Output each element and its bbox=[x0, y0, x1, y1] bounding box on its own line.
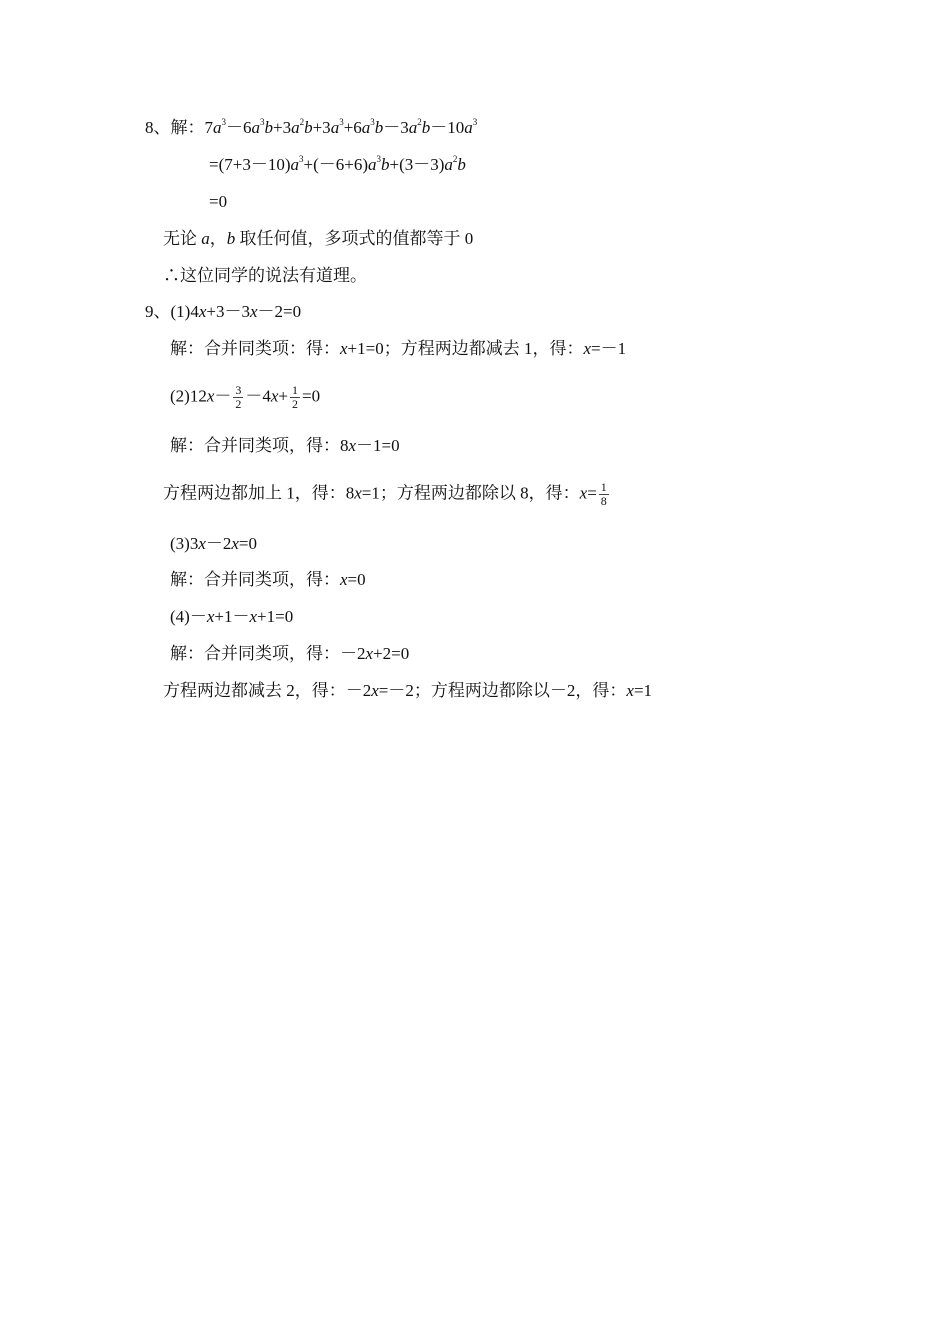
fraction-one-eighth: $\frac{1}{8}$ bbox=[600, 480, 607, 508]
problem-9-a2: 解：合并同类项，得：8x－1=0 bbox=[170, 436, 400, 455]
problem-8-line-2: $=(7+3-10)a^3+(-6+6)a^3b+(3-3)a^2b$ bbox=[209, 154, 466, 174]
problem-8-line-1: 8、解：$7a^3-6a^3b+3a^2b+3a^3+6a^3b-3a^2b-10a^3$ bbox=[145, 117, 478, 137]
problem-9-a1: 解：合并同类项：得：x+1=0；方程两边都减去 1，得：x=－1 bbox=[170, 339, 627, 358]
problem-9-label: 9、 bbox=[145, 302, 171, 321]
problem-8-line-3: =0 bbox=[209, 192, 228, 211]
fraction-three-halves: $\frac{3}{2}$ bbox=[235, 383, 242, 411]
problem-9-q1: 9、(1)4x+3－3x－2=0 bbox=[145, 302, 302, 321]
problem-8-conclusion: ∴这位同学的说法有道理。 bbox=[163, 266, 367, 285]
fraction-one-half: $\frac{1}{2}$ bbox=[292, 383, 299, 411]
problem-9-q2: (2)12x－ $\frac{3}{2}$ －4x+ $\frac{1}{2}$ =0 bbox=[170, 383, 321, 411]
problem-8-label: 8、解： bbox=[145, 118, 205, 137]
problem-9-a3: 解：合并同类项，得：x=0 bbox=[170, 570, 366, 589]
problem-9-a2-continued: 方程两边都加上 1，得：8x=1；方程两边都除以 8，得：x= $\frac{1}{8}$ bbox=[163, 480, 607, 508]
problem-8-line-4: 无论 a，b 取任何值，多项式的值都等于 0 bbox=[163, 229, 474, 248]
problem-9-q3: (3)3x－2x=0 bbox=[170, 534, 258, 553]
problem-9-a4: 解：合并同类项，得：－2x+2=0 bbox=[170, 644, 410, 663]
problem-9-a4-continued: 方程两边都减去 2，得：－2x=－2；方程两边都除以－2，得：x=1 bbox=[163, 681, 653, 700]
problem-9-q4: (4)－x+1－x+1=0 bbox=[170, 607, 294, 626]
